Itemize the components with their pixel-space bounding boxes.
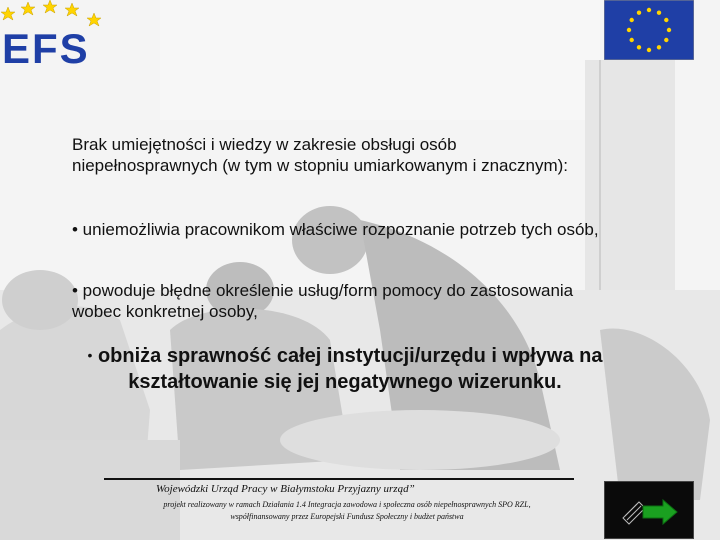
- footer-line-1: projekt realizowany w ramach Działania 1.4 Integracja zawodowa i społeczna osób niepełnosprawnych SPO RZL,: [163, 500, 531, 509]
- bullet-item: • powoduje błędne określenie usług/form pomocy do zastosowania wobec konkretnej osoby,: [72, 281, 574, 321]
- emphasis-text: obniża sprawność całej instytucji/urzędu i wpływa na kształtowanie się jej negatywnego wizerunku.: [97, 345, 603, 393]
- intro-text: Brak umiejętności i wiedzy w zakresie obsługi osób niepełnosprawnych (w tym w stopniu umiarkowanym i znacznym):: [72, 135, 569, 175]
- bullet-item: • uniemożliwia pracownikom właściwe rozpoznanie potrzeb tych osób,: [72, 220, 599, 239]
- logo-stars: [1, 0, 101, 26]
- efs-logo-text: EFS: [2, 25, 90, 72]
- footer-line-2: współfinansowany przez Europejski Fundusz Społeczny i budżet państwa: [230, 512, 464, 521]
- footer-title: Wojewódzki Urząd Pracy w Białymstoku Przyjazny urząd”: [156, 483, 415, 495]
- next-slide-button[interactable]: [604, 481, 694, 539]
- eu-flag: [604, 0, 694, 60]
- page-stack-icon: [623, 502, 645, 524]
- next-arrow-icon: [605, 482, 693, 538]
- emphasis-bullet: [80, 342, 610, 395]
- bullet-marker: •: [87, 347, 93, 363]
- footer-divider: [104, 478, 574, 480]
